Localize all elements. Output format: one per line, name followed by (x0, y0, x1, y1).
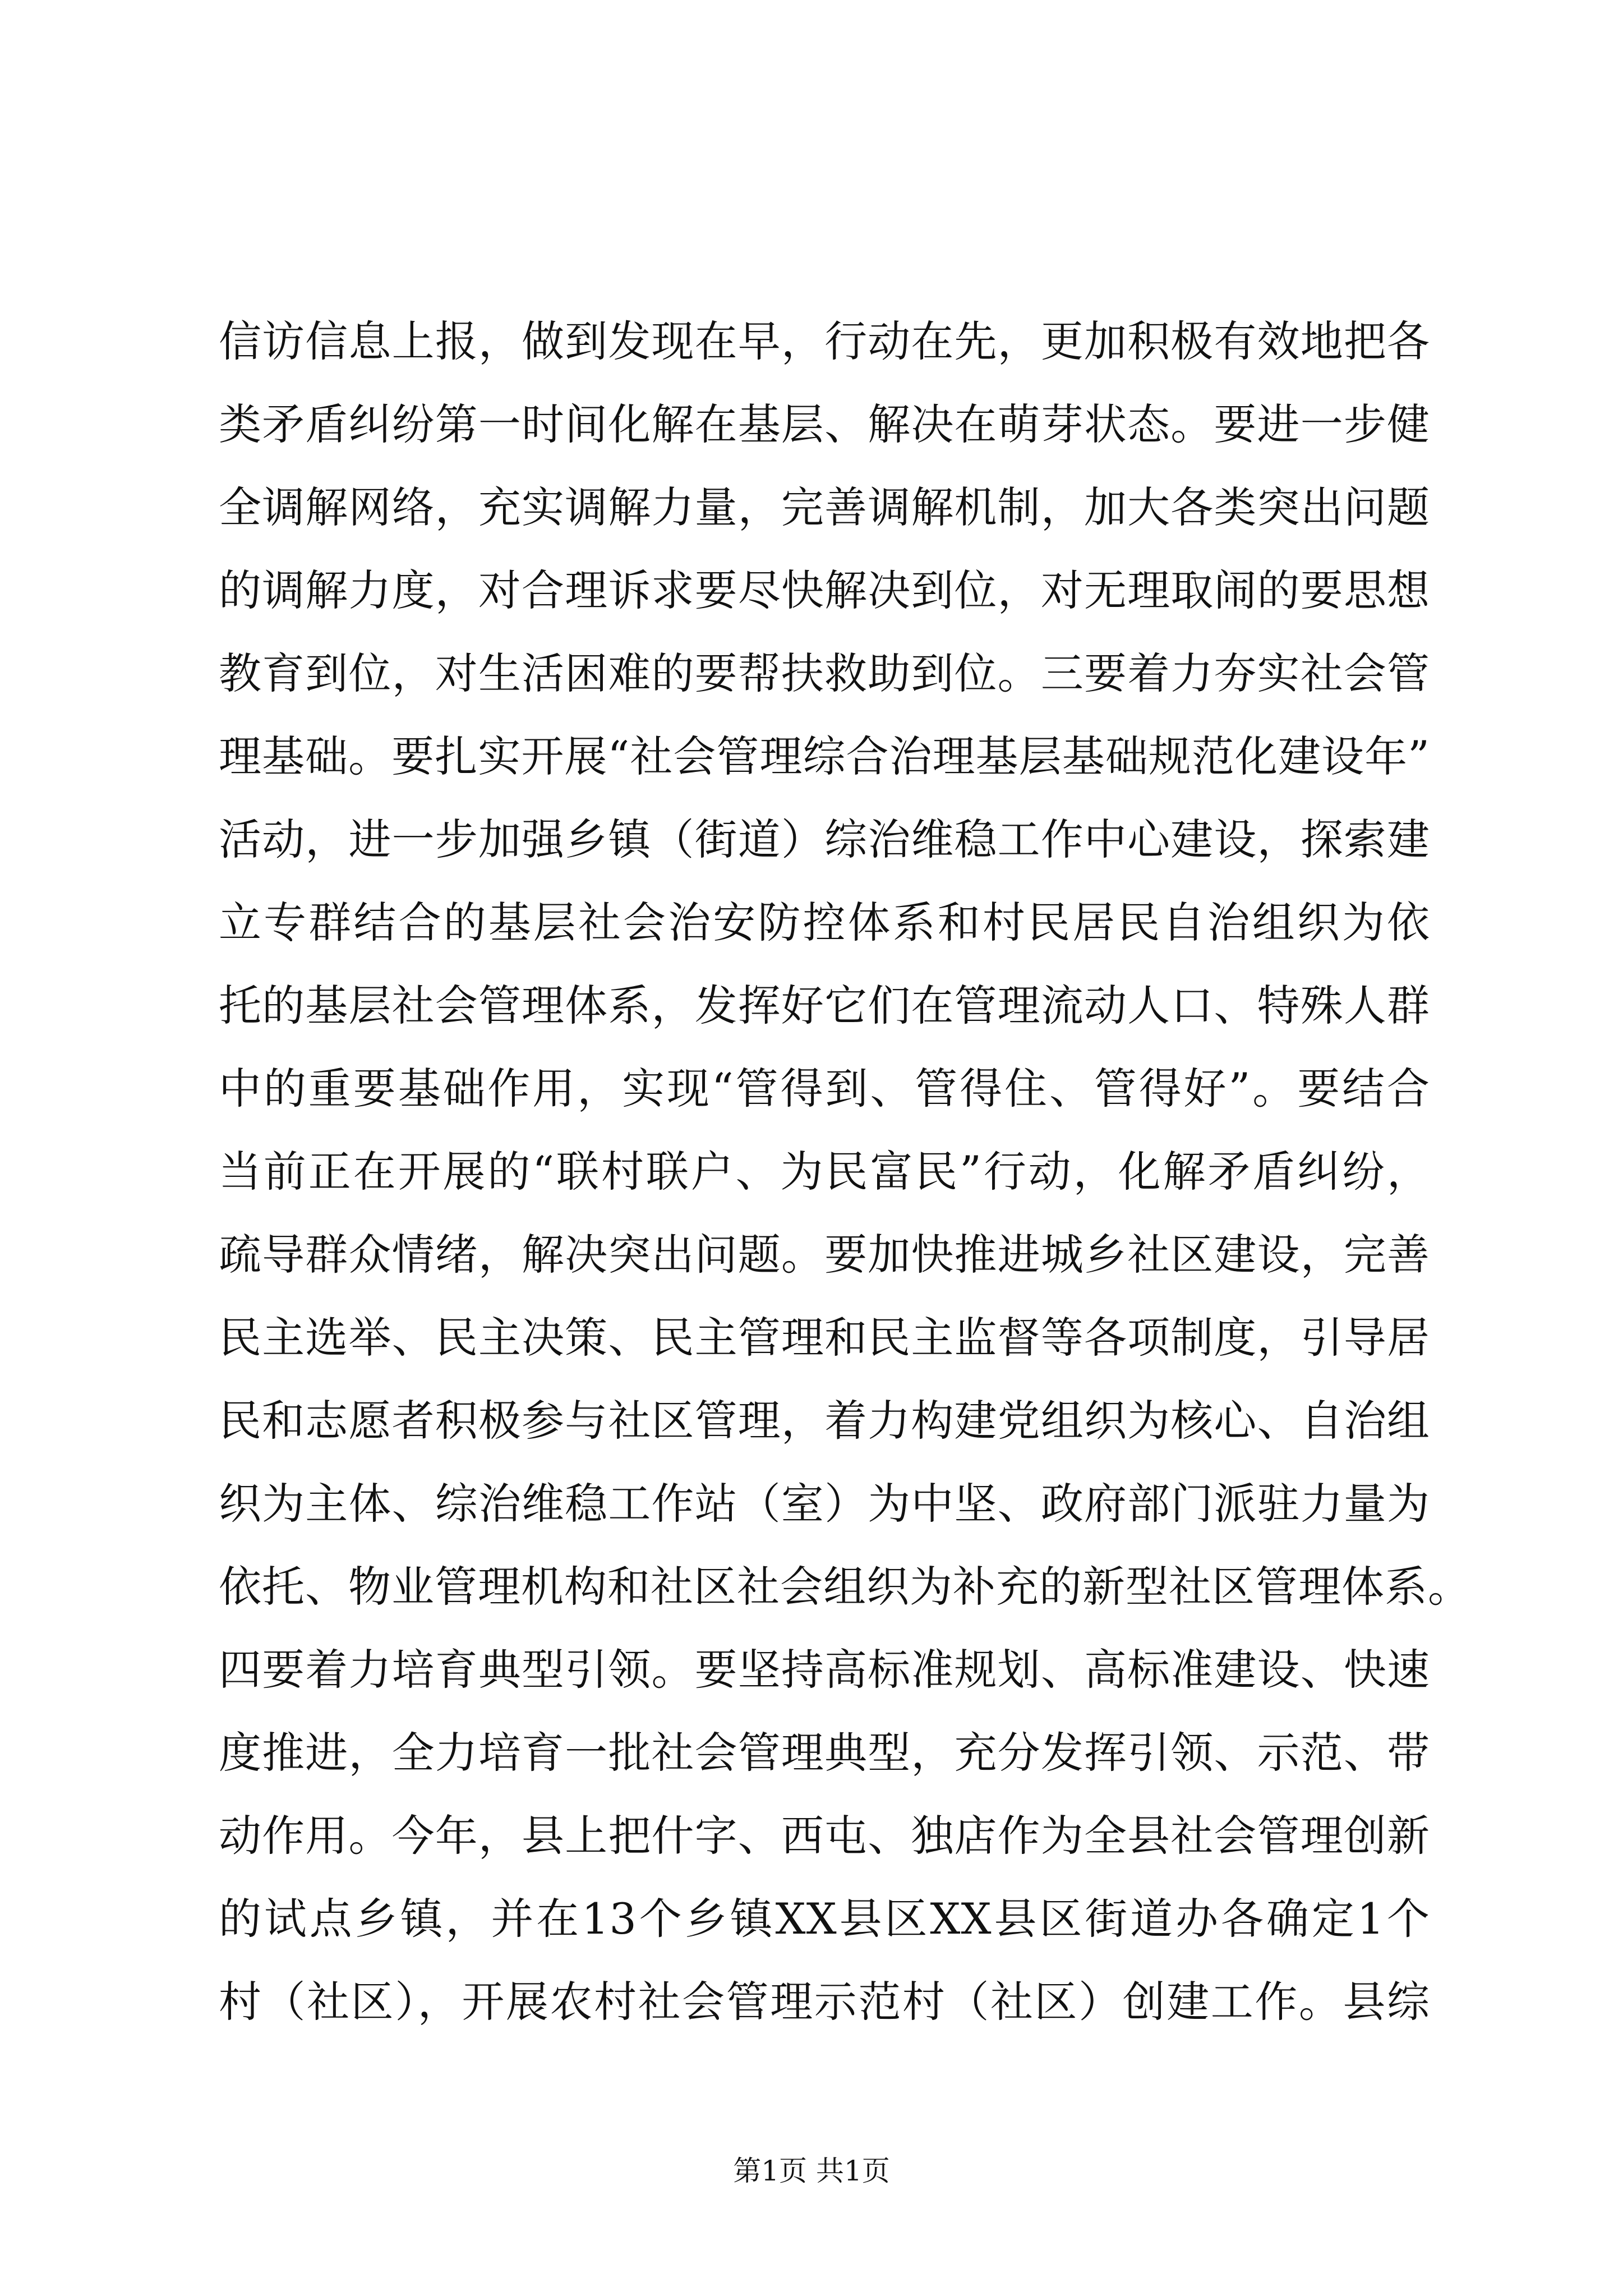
text-line: 依托、物业管理机构和社区社会组织为补充的新型社区管理体系。 (219, 1562, 1471, 1612)
text-line: 全调解网络，充实调解力量，完善调解机制，加大各类突出问题 (219, 482, 1430, 532)
text-line: 活动，进一步加强乡镇（街道）综治维稳工作中心建设，探索建 (219, 815, 1430, 864)
text-line: 的试点乡镇，并在13个乡镇XX县区XX县区街道办各确定1个 (219, 1894, 1430, 1944)
text-line: 村（社区），开展农村社会管理示范村（社区）创建工作。县综 (219, 1977, 1430, 2027)
text-line: 中的重要基础作用，实现“管得到、管得住、管得好”。要结合 (219, 1064, 1430, 1114)
text-line: 动作用。今年，县上把什字、西屯、独店作为全县社会管理创新 (219, 1811, 1430, 1861)
text-line: 当前正在开展的“联村联户、为民富民”行动，化解矛盾纠纷， (219, 1147, 1430, 1197)
page-footer (0, 2154, 1623, 2188)
text-line: 理基础。要扎实开展“社会管理综合治理基层基础规范化建设年” (219, 731, 1430, 781)
text-line: 教育到位，对生活困难的要帮扶救助到位。三要着力夯实社会管 (219, 648, 1430, 698)
text-line: 信访信息上报，做到发现在早，行动在先，更加积极有效地把各 (219, 316, 1430, 366)
text-line: 织为主体、综治维稳工作站（室）为中坚、政府部门派驻力量为 (219, 1479, 1430, 1529)
text-line: 立专群结合的基层社会治安防控体系和村民居民自治组织为依 (219, 898, 1430, 947)
text-line: 度推进，全力培育一批社会管理典型，充分发挥引领、示范、带 (219, 1728, 1430, 1778)
text-line: 疏导群众情绪，解决突出问题。要加快推进城乡社区建设，完善 (219, 1230, 1430, 1280)
text-line: 民和志愿者积极参与社区管理，着力构建党组织为核心、自治组 (219, 1396, 1430, 1446)
text-line: 的调解力度，对合理诉求要尽快解决到位，对无理取闹的要思想 (219, 565, 1430, 615)
page-number: 第1页 共1页 (733, 2155, 890, 2187)
text-line: 民主选举、民主决策、民主管理和民主监督等各项制度，引导居 (219, 1313, 1430, 1363)
text-line: 类矛盾纠纷第一时间化解在基层、解决在萌芽状态。要进一步健 (219, 399, 1430, 449)
text-line: 托的基层社会管理体系，发挥好它们在管理流动人口、特殊人群 (219, 981, 1430, 1030)
body-text (219, 300, 1471, 2044)
text-line: 四要着力培育典型引领。要坚持高标准规划、高标准建设、快速 (219, 1645, 1430, 1695)
